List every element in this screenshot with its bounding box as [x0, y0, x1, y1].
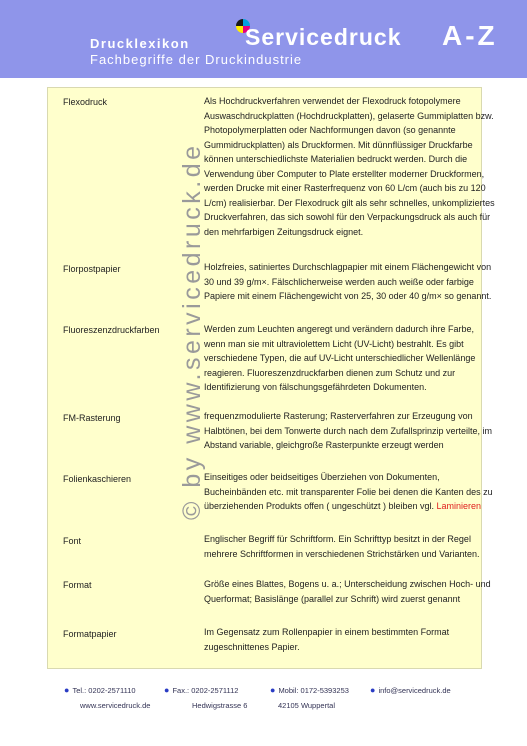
footer-web-link[interactable]: www.servicedruck.de	[80, 701, 151, 710]
definition-florpostpapier: Holzfreies, satiniertes Durchschlagpapier mit einem Flächengewicht von 30 und 39 g/m×. Fälschlicherweise werden auch weiße oder farbige Papiere mit einem Flächengewicht von 25, 30 oder 40 g/m× so genannt.	[204, 262, 492, 301]
page-header	[0, 0, 527, 78]
footer-fax-text: Fax.: 0202-2571112	[172, 686, 239, 695]
definition-flexodruck: Als Hochdruckverfahren verwendet der Flexodruck fotopolymere Auswaschdruckplatten (Hochdruckplatten), gelaserte Gummiplatten bzw. Photopolymerplatten oder Nachformungen davon (so genannte Gummidruckplatten) als Druckformen. Mit dünnflüssiger Druckfarbe können unterschiedlichste Materialien bedruckt werden. Durch die Verwendung über Computer to Plate erstellter moderner Druckformen, werden Drucke mit einer Rasterfrequenz von 60 L/cm (auch bis zu 120 L/cm) realisierbar. Der Flexodruck gilt als sehr schnelles, unkompliziertes Druckverfahren, das sich sowohl für den Verpackungsdruck als auch für den mehrfarbigen Zeitungsdruck eignet.	[204, 96, 495, 237]
footer-email-link[interactable]: info@servicedruck.de	[378, 686, 451, 695]
brand-name: Servicedruck	[245, 24, 402, 50]
bullet-icon: ●	[64, 685, 70, 695]
bullet-icon: ●	[164, 685, 170, 695]
definition-formatpapier: Im Gegensatz zum Rollenpapier in einem bestimmten Format zugeschnittenes Papier.	[204, 627, 450, 652]
definition-fluoreszenzdruckfarben: Werden zum Leuchten angeregt und verändern dadurch ihre Farbe, wenn man sie mit ultraviolettem Licht (UV-Licht) bestrahlt. Es gibt verschiedene Typen, die auf UV-Licht unterschiedlicher Wellenlänge reagieren. Fluoreszenzdruckfarben dienen zum Schutz und zur Identifizierung von fälschungsgefährdeten Dokumenten.	[204, 324, 476, 392]
term-format: Format	[63, 580, 92, 590]
definition-format: Größe eines Blattes, Bogens u. a.; Unterscheidung zwischen Hoch- und Querformat; Basislänge (parallel zur Schrift) wird zuerst genannt	[204, 579, 491, 604]
header-title: Drucklexikon	[90, 36, 190, 51]
term-fm-rasterung: FM-Rasterung	[63, 413, 121, 423]
bullet-icon: ●	[270, 685, 276, 695]
definition-font: Englischer Begriff für Schriftform. Ein Schrifttyp besitzt in der Regel mehrere Schriftformen in verschiedenen Strichstärken und Varianten.	[204, 534, 480, 559]
definition-fm-rasterung: frequenzmodulierte Rasterung; Rasterverfahren zur Erzeugung von Halbtönen, bei dem Tonwerte durch nach dem Zufallsprinzip verteilte, im Abstand variable, gleichgroße Rasterpunkte erzeugt werden	[204, 411, 492, 450]
footer-mobil-text: Mobil: 0172-5393253	[278, 686, 349, 695]
term-fluoreszenzdruckfarben: Fluoreszenzdruckfarben	[63, 325, 160, 335]
header-subtitle: Fachbegriffe der Druckindustrie	[90, 52, 303, 67]
term-flexodruck: Flexodruck	[63, 97, 108, 107]
footer-tel	[64, 685, 136, 695]
term-formatpapier: Formatpapier	[63, 629, 117, 639]
footer-city: 42105 Wuppertal	[278, 701, 335, 710]
footer-fax	[164, 685, 238, 695]
watermark	[178, 142, 206, 530]
footer-tel-text: Tel.: 0202-2571110	[72, 686, 136, 695]
footer-mobil	[270, 685, 349, 695]
bullet-icon: ●	[370, 685, 376, 695]
definition-folienkaschieren-text: Einseitiges oder beidseitiges Überziehen von Dokumenten, Bucheinbänden etc. mit transparenter Folie bei denen die Kanten des zu überziehenden Produkts offen ( ungeschützt ) bleiben vgl.	[204, 472, 493, 511]
footer-email	[370, 685, 451, 695]
term-folienkaschieren: Folienkaschieren	[63, 474, 132, 484]
section-label: A-Z	[442, 20, 498, 51]
link-laminieren[interactable]: Laminieren	[436, 501, 482, 511]
term-font: Font	[63, 536, 82, 546]
watermark-text: © by www.servicedruck.de	[178, 142, 206, 520]
footer-street: Hedwigstrasse 6	[192, 701, 248, 710]
term-florpostpapier: Florpostpapier	[63, 264, 121, 274]
definition-folienkaschieren	[204, 470, 496, 514]
